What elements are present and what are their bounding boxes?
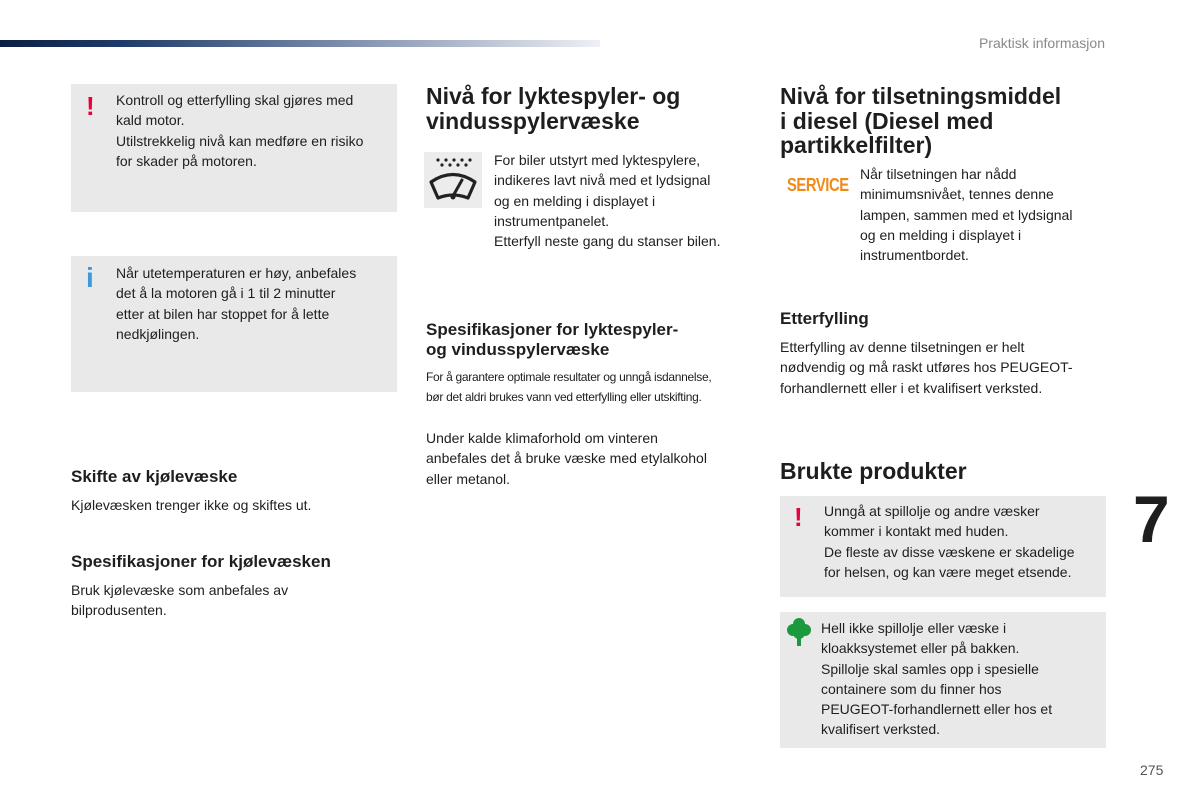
coolant-change-heading: Skifte av kjølevæske [71, 467, 238, 486]
section-label: Praktisk informasjon [978, 35, 1105, 51]
used-products-heading: Brukte produkter [780, 458, 967, 484]
coolant-spec-heading: Spesifikasjoner for kjølevæsken [71, 552, 331, 571]
service-warning-lamp-icon: SERVICE [787, 175, 849, 195]
info-icon: i [86, 262, 94, 293]
service-lamp-text: Når tilsetningen har nådd minimumsnivået, tennes denne lampen, sammen med et lydsignal og en melding i displayet i instrumentbordet. [860, 166, 1073, 264]
header-accent-bar [0, 40, 600, 47]
page-number: 275 [1140, 762, 1164, 778]
cold-climate-text: Under kalde klimaforhold om vinteren anbefales det å bruke væske med etylalkohol eller metanol. [426, 430, 707, 487]
info-text: Når utetemperaturen er høy, anbefales det å la motoren gå i 1 til 2 minutter etter at bilen har stoppet for å lette nedkjølingen. [116, 265, 357, 342]
tree-environment-icon [786, 617, 812, 647]
washer-fluid-text: For biler utstyrt med lyktespylere, indikeres lavt nivå med et lydsignal og en melding i displayet i instrumentpanelet. Etterfyll neste gang du stanser bilen. [494, 152, 721, 250]
windscreen-washer-icon [424, 152, 482, 208]
warning-text: Kontroll og etterfylling skal gjøres med kald motor. Utilstrekkelig nivå kan medføre en risiko for skader på motoren. [116, 92, 364, 169]
washer-fluid-heading: Nivå for lyktespyler- og vindusspylervæske [426, 83, 681, 134]
refill-heading: Etterfylling [780, 309, 869, 328]
washer-spec-heading: Spesifikasjoner for lyktespyler- og vindusspylervæske [426, 320, 679, 359]
coolant-change-text: Kjølevæsken trenger ikke og skiftes ut. [71, 497, 312, 513]
coolant-spec-text: Bruk kjølevæske som anbefales av bilprodusenten. [71, 582, 289, 619]
used-products-warning-text: Unngå at spillolje og andre væsker kommer i kontakt med huden. De fleste av disse væskene er skadelige for helsen, og kan være meget etsende. [824, 503, 1075, 580]
diesel-additive-heading: Nivå for tilsetningsmiddel i diesel (Diesel med partikkelfilter) [780, 83, 1062, 158]
washer-spec-note: For å garantere optimale resultater og unngå isdannelse, bør det aldri brukes vann ved etterfylling eller utskifting. [426, 370, 712, 404]
chapter-number: 7 [1133, 482, 1170, 556]
environment-text: Hell ikke spillolje eller væske i kloakksystemet eller på bakken. Spillolje skal samles opp i spesielle containere som du finner hos PEUGEOT-forhandlernett eller hos et kvalifisert verksted. [821, 620, 1053, 738]
refill-text: Etterfylling av denne tilsetningen er helt nødvendig og må raskt utføres hos PEUGEOT- forhandlernett eller i et kvalifisert verksted. [780, 339, 1073, 396]
exclamation-warning-icon: ! [794, 502, 803, 532]
exclamation-warning-icon: ! [86, 91, 95, 121]
